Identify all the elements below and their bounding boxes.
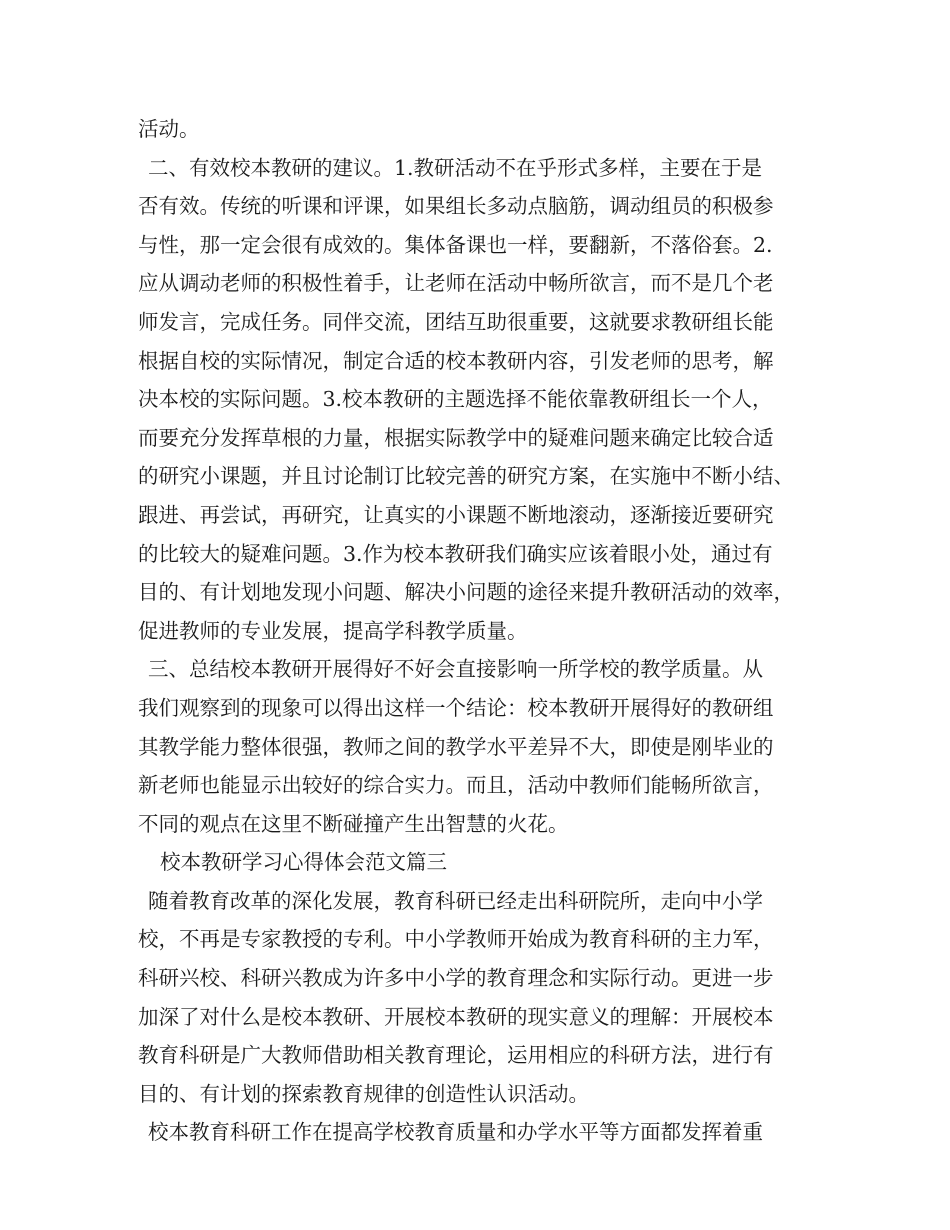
- text-line: 促进教师的专业发展，提高学科教学质量。: [138, 618, 528, 643]
- text-line: 决本校的实际问题。3.校本教研的主题选择不能依靠教研组长一个人，: [138, 387, 773, 412]
- text-line: 校，不再是专家教授的专利。中小学教师开始成为教育科研的主力军，: [138, 927, 774, 952]
- text-line: 的研究小课题，并且讨论制订比较完善的研究方案，在实施中不断小结、: [138, 464, 794, 489]
- text-line: 目的、有计划的探索教育规律的创造性认识活动。: [138, 1081, 589, 1106]
- text-line: 随着教育改革的深化发展，教育科研已经走出科研院所，走向中小学: [148, 888, 763, 913]
- text-line: 的比较大的疑难问题。3.作为校本教研我们确实应该着眼小处，通过有: [138, 541, 773, 566]
- text-line: 我们观察到的现象可以得出这样一个结论：校本教研开展得好的教研组: [138, 695, 774, 720]
- text-line: 目的、有计划地发现小问题、解决小问题的途径来提升教研活动的效率，: [138, 580, 794, 605]
- text-line: 与性，那一定会很有成效的。集体备课也一样，要翻新，不落俗套。2.: [138, 232, 773, 257]
- text-line: 否有效。传统的听课和评课，如果组长多动点脑筋，调动组员的积极参: [138, 194, 774, 219]
- body-text: [138, 110, 818, 1152]
- text-line: 应从调动老师的积极性着手，让老师在活动中畅所欲言，而不是几个老: [138, 271, 774, 296]
- text-line: 而要充分发挥草根的力量，根据实际教学中的疑难问题来确定比较合适: [138, 425, 774, 450]
- text-line: 校本教育科研工作在提高学校教育质量和办学水平等方面都发挥着重: [148, 1120, 763, 1145]
- text-line: 根据自校的实际情况，制定合适的校本教研内容，引发老师的思考，解: [138, 348, 774, 373]
- text-line: 科研兴校、科研兴教成为许多中小学的教育理念和实际行动。更进一步: [138, 966, 774, 991]
- text-line: 师发言，完成任务。同伴交流，团结互助很重要，这就要求教研组长能: [138, 309, 774, 334]
- text-line: 教育科研是广大教师借助相关教育理论，运用相应的科研方法，进行有: [138, 1043, 774, 1068]
- text-line: 不同的观点在这里不断碰撞产生出智慧的火花。: [138, 811, 569, 836]
- text-line: 加深了对什么是校本教研、开展校本教研的现实意义的理解：开展校本: [138, 1004, 774, 1029]
- text-line: 三、总结校本教研开展得好不好会直接影响一所学校的教学质量。从: [148, 657, 763, 682]
- text-line: 活动。: [138, 117, 200, 141]
- text-line: 二、有效校本教研的建议。1.教研活动不在乎形式多样，主要在于是: [148, 155, 763, 180]
- text-line: 其教学能力整体很强，教师之间的教学水平差异不大，即使是刚毕业的: [138, 734, 774, 759]
- section-heading: 校本教研学习心得体会范文篇三: [160, 850, 447, 875]
- text-line: 新老师也能显示出较好的综合实力。而且，活动中教师们能畅所欲言，: [138, 773, 774, 798]
- text-line: 跟进、再尝试，再研究，让真实的小课题不断地滚动，逐渐接近要研究: [138, 502, 774, 527]
